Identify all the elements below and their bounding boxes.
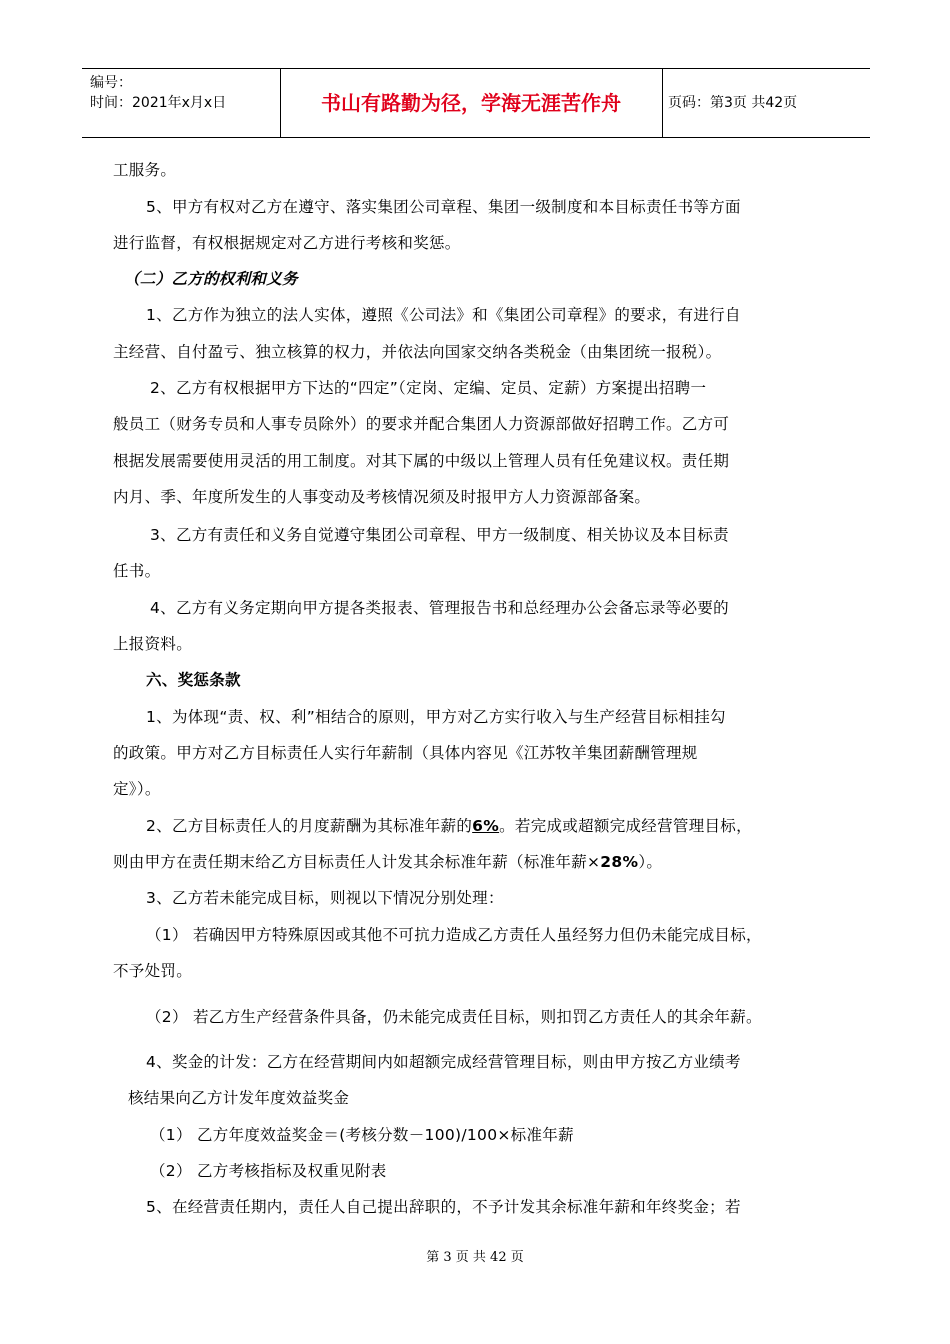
paragraph-line: 3、乙方有责任和义务自觉遵守集团公司章程、甲方一级制度、相关协议及本目标责 [150,526,729,544]
section-heading: 六、奖惩条款 [146,671,241,689]
paragraph-line: 根据发展需要使用灵活的用工制度。对其下属的中级以上管理人员有任免建议权。责任期 [113,452,730,470]
section-heading: （二）乙方的权利和义务 [124,270,298,288]
paragraph-line: 2、乙方有权根据甲方下达的“四定”（定岗、定编、定员、定薪）方案提出招聘一 [150,379,707,397]
paragraph-line [146,816,752,836]
text-run: ）。 [638,853,663,871]
bonus-percent: 28% [600,853,639,871]
paragraph-line: 主经营、自付盈亏、独立核算的权力，并依法向国家交纳各类税金（由集团统一报税）。 [113,343,722,361]
paragraph-line: 5、甲方有权对乙方在遵守、落实集团公司章程、集团一级制度和本目标责任书等方面 [146,198,741,216]
paragraph-line: 任书。 [113,562,161,580]
paragraph-line: 进行监督，有权根据规定对乙方进行考核和奖惩。 [113,234,461,252]
paragraph-line: （1） 乙方年度效益奖金＝(考核分数－100)/100×标准年薪 [150,1126,574,1144]
paragraph-line: 1、为体现“责、权、利”相结合的原则，甲方对乙方实行收入与生产经营目标相挂勾 [146,708,726,726]
paragraph-line: 4、奖金的计发：乙方在经营期间内如超额完成经营管理目标，则由甲方按乙方业绩考 [146,1053,741,1071]
header-divider [280,69,281,137]
header-meta [90,73,226,113]
paragraph-line: 般员工（财务专员和人事专员除外）的要求并配合集团人力资源部做好招聘工作。乙方可 [113,415,730,433]
paragraph-line: 内月、季、年度所发生的人事变动及考核情况须及时报甲方人力资源部备案。 [113,488,651,506]
header-divider [662,69,663,137]
salary-percent: 6% [472,817,500,835]
paragraph-line: 3、乙方若未能完成目标，则视以下情况分别处理： [146,889,504,907]
text-run: 则由甲方在责任期末给乙方目标责任人计发其余标准年薪（标准年薪× [113,853,601,871]
paragraph-line: 定》）。 [113,780,161,798]
paragraph-line: 工服务。 [113,161,177,179]
paragraph-line: 5、在经营责任期内，责任人自己提出辞职的，不予计发其余标准年薪和年终奖金；若 [146,1198,741,1216]
page-footer: 第 3 页 共 42 页 [426,1250,524,1265]
text-run: 2、乙方目标责任人的月度薪酬为其标准年薪的 [146,817,473,835]
paragraph-line: 上报资料。 [113,635,193,653]
paragraph-line: 不予处罚。 [113,962,193,980]
paragraph-line: 1、乙方作为独立的法人实体，遵照《公司法》和《集团公司章程》的要求，有进行自 [146,306,741,324]
header-date: 时间：2021年x月x日 [90,95,227,111]
paragraph-line: 核结果向乙方计发年度效益奖金 [128,1089,350,1107]
paragraph-line: 的政策。甲方对乙方目标责任人实行年薪制（具体内容见《江苏牧羊集团薪酬管理规 [113,744,698,762]
page-header [82,68,870,138]
header-motto: 书山有路勤为径，学海无涯苦作舟 [321,91,621,115]
text-run: 。若完成或超额完成经营管理目标， [499,817,752,835]
paragraph-line: （1） 若确因甲方特殊原因或其他不可抗力造成乙方责任人虽经努力但仍未能完成目标， [146,926,762,944]
header-page-info: 页码：第3页 共42页 [668,95,798,111]
paragraph-line: 4、乙方有义务定期向甲方提各类报表、管理报告书和总经理办公会备忘录等必要的 [150,599,729,617]
paragraph-line [113,852,662,872]
paragraph-line: （2） 乙方考核指标及权重见附表 [150,1162,387,1180]
paragraph-line: （2） 若乙方生产经营条件具备，仍未能完成责任目标，则扣罚乙方责任人的其余年薪。 [146,1008,762,1026]
header-number: 编号： [90,75,132,91]
